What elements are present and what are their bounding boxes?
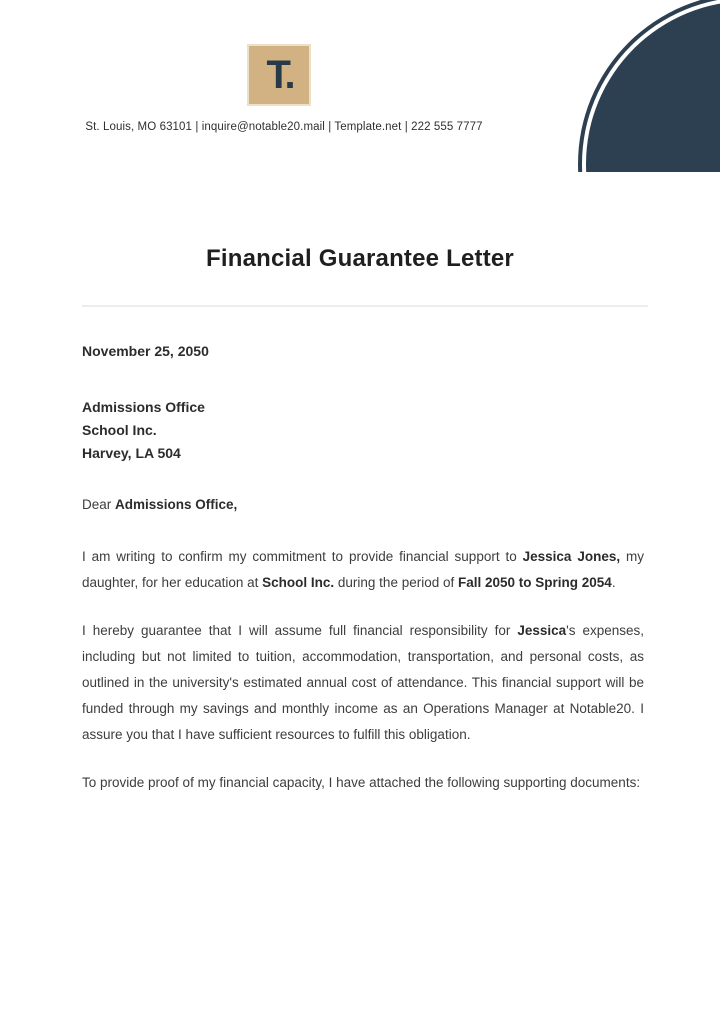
company-logo [247,44,311,106]
page-title: Financial Guarantee Letter [206,245,514,272]
recipient-address: Harvey, LA 504 [82,445,181,461]
recipient-organization: School Inc. [82,422,157,438]
recipient-name: Admissions Office [82,399,205,415]
paragraph-proof-of-capacity: To provide proof of my financial capacity, I have attached the following supporting documents: [82,775,641,790]
logo-letter-mark: T. [266,53,294,97]
paragraph-commitment: I am writing to confirm my commitment to provide financial support to Jessica Jones, my daughter, for her education at School Inc. during the period of Fall 2050 to Spring 2054. [82,549,644,590]
letter-date: November 25, 2050 [82,343,209,359]
header-divider [82,305,648,307]
letter-body [82,340,644,818]
paragraph-guarantee: I hereby guarantee that I will assume full financial responsibility for Jessica's expenses, including but not limited to tuition, accommodation, transportation, and personal costs, as outlined in the university's estimated annual cost of attendance. This financial support will be funded through my savings and monthly income as an Operations Manager at Notable20. I assure you that I have sufficient resources to fulfill this obligation. [82,623,644,742]
salutation: Dear Admissions Office, [82,497,238,512]
corner-circle-decoration [570,0,720,172]
contact-info-line: St. Louis, MO 63101 | inquire@notable20.mail | Template.net | 222 555 7777 [85,121,483,133]
recipient-block [82,396,644,465]
